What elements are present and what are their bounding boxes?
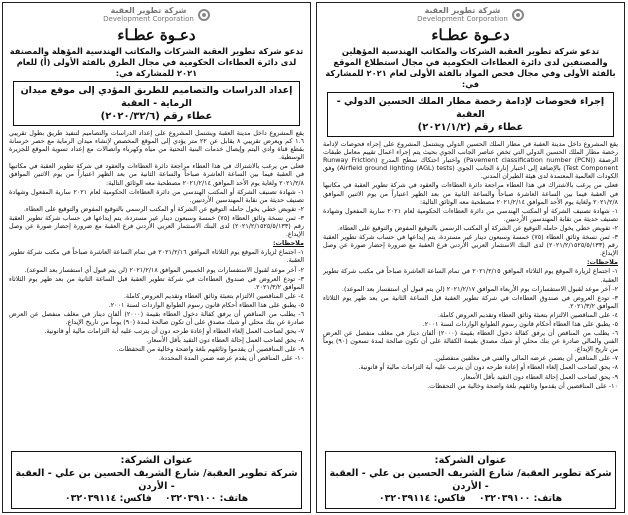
tender-title-box xyxy=(327,92,614,137)
note-item: ١٠- على المناقص أن يقدم عرضه ضمن المدة المحددة. xyxy=(158,354,304,363)
requirement-item: ١- شهادة تصنيف الشركة أو المكتب الهندسي من دائرة العطاءات الحكومية لعام ٢٠٢١ سارية المفعول وشهادة تصنيف حديثة من نقابة المهندسين الأردنيين. xyxy=(323,206,618,223)
note-item: ١- اجتماع لزيارة الموقع يوم الثلاثاء الموافق ٢٠٢١/٢/١٥ في تمام الساعة العاشرة صباحاً في مكتب شركة تطوير العقبة. xyxy=(323,267,618,284)
instructions-paragraph: فعلى من يرغب بالاشتراك في هذا العطاء مراجعة دائرة العطاءات والعقود في شركة تطوير العقبة في مكاتبها في العقبة فيما بين الساعة العاشرة صباحاً والساعة الثانية من بعد الظهر اعتباراً من يوم الاثنين الموافق ٢٠٢١/٢/٨ ولغاية يوم الأحد الموافق ٢٠٢١/٢/١٤ مصطحبة معه الوثائق التالية: xyxy=(9,162,304,187)
requirement-item: ١- شهادة تصنيف الشركة أو المكتب الهندسي من دائرة العطاءات الحكومية لعام ٢٠٢١ سارية المفعول وشهادة تصنيف حديثة من نقابة المهندسين الأردنيين. xyxy=(9,187,304,204)
ad-body xyxy=(9,129,304,363)
note-item: ٤- على المناقصين الالتزام بتعبئة وثائق العطاء وتقديم العروض كاملة. xyxy=(123,291,304,300)
requirement-item: ٢- تفويض خطي يخول حامله التوقيع عن الشركة أو المكتب الرسمي بالتوقيع المفوض والتوقيع على العطاء. xyxy=(337,223,618,232)
note-item: ٩- على المناقصين أن يقدموا وثائقهم بلغة واضحة وخالية من التحفظات. xyxy=(116,345,304,354)
instructions-paragraph: فعلى من يرغب بالاشتراك في هذا العطاء مراجعة دائرة العطاءات والعقود في شركة تطوير العقبة في مكاتبها في العقبة فيما بين الساعة العاشرة صباحاً والساعة الثانية من بعد الظهر اعتباراً من يوم الاثنين الموافق ٢٠٢١/٢/٨ ولغاية يوم الأحد الموافق ٢٠٢١/٢/١٤ مصطحبة معه الوثائق التالية: xyxy=(323,181,618,206)
tender-ad-left xyxy=(2,2,311,513)
address-phones xyxy=(328,493,613,505)
logo-arabic: شركة تطوير العقبة xyxy=(424,6,501,15)
note-item: ٤- على المناقصين الالتزام بتعبئة وثائق العطاء وتقديم العروض كاملة. xyxy=(437,310,618,319)
note-item: ٣- تودع العروض في صندوق العطاءات في شركة تطوير العقبة قبل الساعة الثانية من بعد ظهر يوم الثلاثاء الموافق ٢٠٢١/٣/٢. xyxy=(323,293,618,310)
logo-english: Development Corporation xyxy=(417,15,508,23)
tender-title: إجراء فحوصات لإدامة رخصة مطار الملك الحسين الدولي - العقبة xyxy=(336,96,605,120)
requirement-item: ٢- تفويض خطي يخول حامله التوقيع عن الشركة أو المكتب الرسمي بالتوقيع المفوض والتوقيع على العطاء. xyxy=(23,204,304,213)
requirement-item: ٣- ثمن نسخة وثائق العطاء (٧٥) خمسة وسبعون دينار غير مستردة، يتم إيداعها في حساب شركة تطوير العقبة رقم (٢٠٢١/٢/١٥٢٥/٥/١٣٣) لدى البنك الاستثمار العربي الأردني فرع العقبة مع ضرورة إحضار صورة عن وصل الإيداع. xyxy=(323,233,619,258)
phone-number: هاتف: ٠٣٢٠٣٩١٠٠ xyxy=(478,493,563,504)
note-item: ٦- يطلب من المناقص أن يرفق كفالة دخول العطاء بقيمة (٢٠٠٠) ألفان دينار في مغلف منفصل عن العرض صادرة عن بنك محلي أو شيك مصدق على أن تكون صالحة لمدة (٩٠) يوماً من تاريخ الإيداع. xyxy=(9,309,305,327)
ad-body xyxy=(323,140,618,390)
note-item: ٢- آخر موعد لقبول الاستفسارات يوم الخميس الموافق ٢٠٢١/٢/١٨ (لن يتم قبول أي استفسار بعد الموعد). xyxy=(24,265,304,274)
note-item: ٦- يطلب من المناقص أن يرفق كفالة دخول العطاء بقيمة (٢٠٠٠) ألفان دينار في مغلف منفصل عن العرض الفني والمالي صادرة عن بنك محلي أو شيك مصدق بقيمة الكفالة على أن تكون صالحة لمدة تسعون (٩٠) يوماً من تاريخ الإيداع. xyxy=(323,329,619,354)
notes-label: ملاحظات: xyxy=(272,239,304,248)
note-item: ٣- تودع العروض في صندوق العطاءات في شركة تطوير العقبة قبل الساعة الثانية من بعد ظهر يوم الثلاثاء الموافق ٢٠٢١/٣/٢. xyxy=(9,274,304,291)
note-item: ٥- يطبق على هذا العطاء أحكام قانون رسوم الطوابع الواردات لسنة ٢٠٠١. xyxy=(108,300,304,309)
address-phones xyxy=(14,493,299,505)
address-company: شركة تطوير العقبة/ شارع الشريف الحسين بن علي - العقبة - الأردن xyxy=(329,468,612,492)
phone-number: هاتف: ٠٣٢٠٣٩١٠٠ xyxy=(164,493,249,504)
note-item: ٩- يحق لصاحب العمل إحالة العطاء دون التقيد بأقل الأسعار. xyxy=(460,372,618,381)
requirement-item: ٣- ثمن نسخة وثائق العطاء (٧٥) خمسة وسبعون دينار غير مستردة، يتم إيداعها في حساب شركة تطوير العقبة رقم (٢٠٢١/٢/١٥٢٥/٥/١٣٣) لدى البنك الاستثمار العربي الأردني فرع العقبة مع ضرورة إحضار صورة عن وصل الإيداع. xyxy=(9,213,305,239)
tender-number: عطاء رقم (٢٠٢٠/٣٢/٦) xyxy=(100,111,213,122)
address-title: عنوان الشركة: xyxy=(434,455,507,466)
ad-heading: دعـوة عطـاء xyxy=(431,26,510,44)
logo-icon xyxy=(512,9,524,21)
logo-english: Development Corporation xyxy=(103,15,194,23)
company-address-box xyxy=(325,451,616,509)
note-item: ٧- على المناقص أن يضمن عرضه المالي والفني في مغلفين منفصلين. xyxy=(433,354,618,363)
company-address-box xyxy=(11,451,302,509)
ad-subhead: تدعو شركة تطوير العقبة الشركات والمكاتب الهندسية المؤهلين والمصنفين لدى دائرة العطاءات الحكومية في مجال استطلاع الموقع بالفئة الأولى وفي مجال فحص المواد بالفئة الأولى لعام ٢٠٢١ للمشاركة في: xyxy=(325,46,616,89)
note-item: ٧- يحق لصاحب العمل إلغاء العطاء أو إعادة طرحه دون أن يترتب عليه أية التزامات مالية أو قانونية. xyxy=(44,327,304,336)
logo-icon xyxy=(198,9,210,21)
fax-number: فاكس: ٠٣٢٠٣٩١١٤ xyxy=(378,493,466,504)
ad-subhead: تدعو شركة تطوير العقبة الشركات والمكاتب الهندسية المؤهلة والمصنفة لدى دائرة العطاءات الحكومية في مجال الطرق بالفئة الأولى (أ) للعام ٢٠٢١ للمشاركة في: xyxy=(9,46,304,78)
address-title: عنوان الشركة: xyxy=(120,455,193,466)
logo-arabic: شركة تطوير العقبة xyxy=(110,6,187,15)
intro-paragraph: يقع المشروع داخل مدينة العقبة ويشتمل المشروع على إعداد الدراسات والتصاميم لتنفيذ طريق بطول تقريبي ١.٦ كم ويعرض تقريبي ٨ يقابل عن ٢٢ متر يؤدي إلى الموقع المخصص لإنشاء ميدان الرماية مع حصر خرسانة بقطع قناة وادي اليتم وإيصال خدمات البنية التحتية من مياه وكهرباء واتصالات مع إعداد تسوية الموقع للجزيرة الوسطية. xyxy=(9,129,304,162)
note-item: ١- اجتماع لزيارة الموقع يوم الثلاثاء الموافق ٢٠٢١/٢/١٦ في تمام الساعة العاشرة صباحاً في مكتب شركة تطوير العقبة. xyxy=(9,248,304,265)
tender-title: إعداد الدراسات والتصاميم للطريق المؤدي إلى موقع ميدان الرماية - العقبة xyxy=(20,85,293,109)
note-item: ٨- يحق لصاحب العمل إلغاء العطاء أو إعادة طرحه دون أن يترتب عليه أية التزامات مالية أو قانونية. xyxy=(358,363,618,372)
company-logo xyxy=(323,6,618,24)
intro-paragraph: يقع المشروع داخل مدينة العقبة في مطار الملك الحسين الدولي ويشتمل المشروع على إجراء فحوصات لإدامة رخصة مطار الملك الحسين الدولي التي تخص عناصر الجانب الجوي بحيث يتم إجراء اعمال تقييم معامل طبقات الرصفة (Pavement classification number (PCN)) واختبار احتكاك سطح المدرج (Runway Friction Test Component) بالإضافة إلى اختبار إنارة الجانب الجوي (Airfield ground lighting (AGL) tests) وفق الكودات العالمية المعتمدة لدى هيئة الطيران المدني. xyxy=(323,140,619,181)
tender-title-box xyxy=(13,81,300,126)
company-logo xyxy=(9,6,304,24)
tender-ad-right xyxy=(316,2,625,513)
tender-number: عطاء رقم (٢٠٢١/١/٢) xyxy=(417,122,524,133)
ad-heading: دعـوة عطـاء xyxy=(117,26,196,44)
note-item: ٢- آخر موعد لقبول الاستفسارات يوم الأربعاء الموافق ٢٠٢١/٢/١٧ (لن يتم قبول أي استفسار بعد الموعد). xyxy=(341,284,618,293)
note-item: ١٠- على المناقصين أن يقدموا وثائقهم بلغة واضحة وخالية من التحفظات. xyxy=(427,381,618,390)
notes-label: ملاحظات: xyxy=(586,258,618,267)
note-item: ٨- يحق لصاحب العمل إحالة العطاء دون التقيد بأقل الأسعار. xyxy=(146,336,304,345)
fax-number: فاكس: ٠٣٢٠٣٩١١٤ xyxy=(64,493,152,504)
note-item: ٥- يطبق على هذا العطاء أحكام قانون رسوم الطوابع الواردات لسنة ٢٠٠١. xyxy=(422,319,618,328)
address-company: شركة تطوير العقبة/ شارع الشريف الحسين بن علي - العقبة - الأردن xyxy=(15,468,298,492)
